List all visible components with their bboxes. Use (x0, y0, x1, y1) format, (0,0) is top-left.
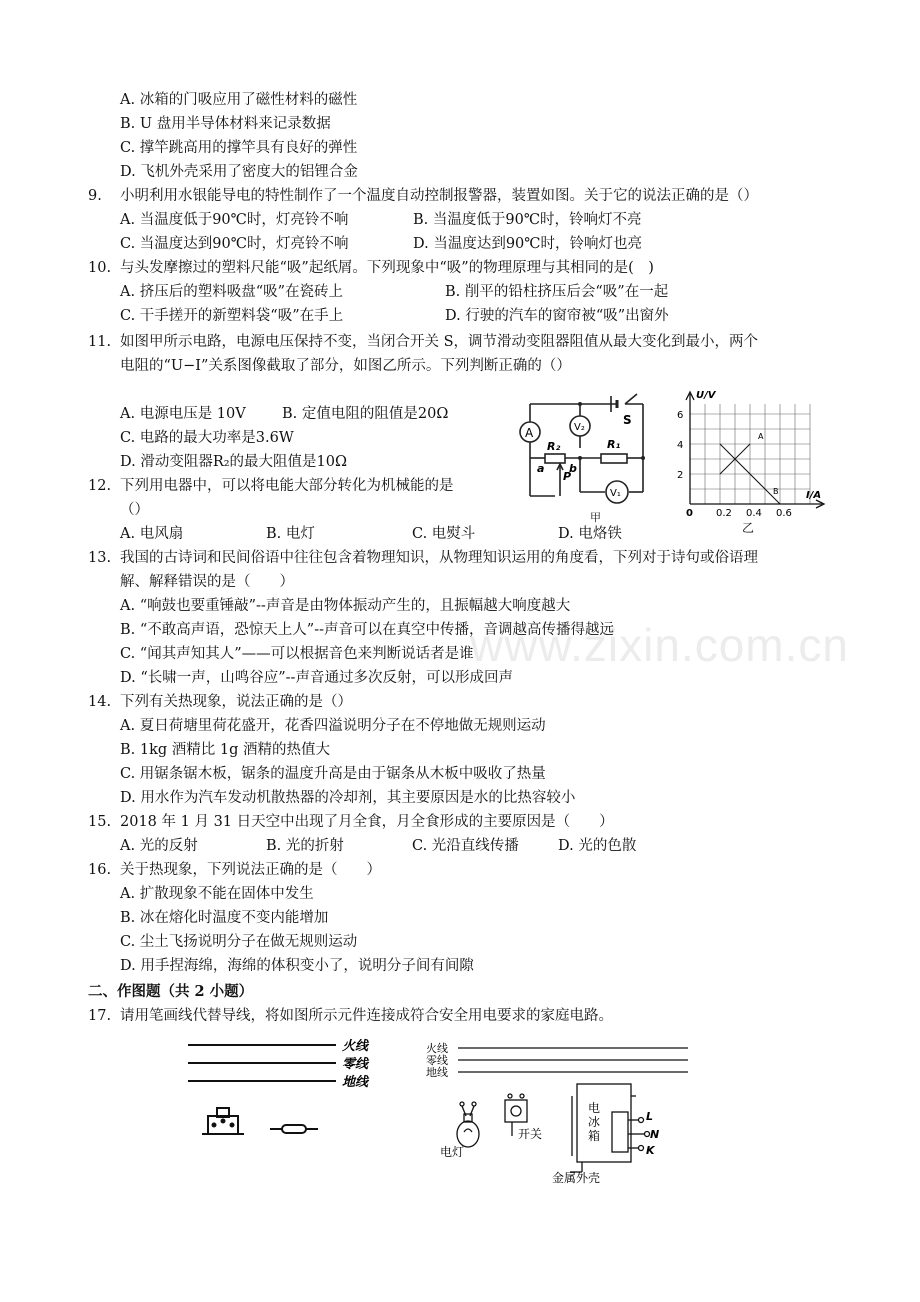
q8-option-c: C. 撑竿跳高用的撑竿具有良好的弹性 (120, 140, 358, 156)
voltmeter-v1-label: V₁ (610, 488, 621, 499)
q11-option-b: B. 定值电阻的阻值是20Ω (282, 406, 449, 422)
q12-option-a: A. 电风扇 (120, 526, 184, 542)
q11-stem-line2: 电阻的“U−I”关系图像截取了部分，如图乙所示。下列判断正确的（） (120, 358, 571, 374)
q15-number: 15. (88, 814, 112, 830)
q14-option-a: A. 夏日荷塘里荷花盛开，花香四溢说明分子在不停地做无规则运动 (120, 718, 546, 734)
y-tick-6: 6 (677, 410, 684, 421)
x-tick-0-4: 0.4 (746, 508, 762, 516)
q17-stem: 请用笔画线代替导线，将如图所示元件连接成符合安全用电要求的家庭电路。 (120, 1008, 613, 1024)
r2-label: R₂ (547, 440, 561, 453)
point-a-label: A (758, 432, 764, 441)
q13-number: 13. (88, 550, 112, 566)
q10-option-a: A. 挤压后的塑料吸盘“吸”在瓷砖上 (120, 284, 344, 300)
q16-number: 16. (88, 862, 112, 878)
q13-stem-line1: 我国的古诗词和民间俗语中往往包含着物理知识，从物理知识运用的角度看，下列对于诗句或俗语理 (120, 550, 758, 566)
q13-stem-line2: 解、解释错误的是（ ） (120, 574, 294, 590)
q9-option-c: C. 当温度达到90℃时，灯亮铃不响 (120, 236, 349, 252)
neutral-wire-label-left: 零线 (342, 1057, 369, 1072)
q9-option-b: B. 当温度低于90℃时，铃响灯不亮 (413, 212, 642, 228)
three-pin-socket-icon (202, 1108, 244, 1134)
switch-s-label: S (623, 413, 632, 427)
q8-option-a: A. 冰箱的门吸应用了磁性材料的磁性 (120, 92, 358, 108)
q16-option-d: D. 用手捏海绵，海绵的体积变小了，说明分子间有间隙 (120, 958, 474, 974)
wiring-figure-left (186, 1036, 396, 1146)
q12-option-b: B. 电灯 (266, 526, 315, 542)
q12-number: 12. (88, 478, 112, 494)
x-tick-0: 0 (686, 508, 693, 516)
q13-option-c: C. “闻其声知其人”——可以根据音色来判断说话者是谁 (120, 646, 474, 662)
q9-option-d: D. 当温度达到90℃时，铃响灯也亮 (413, 236, 642, 252)
r1-label: R₁ (607, 438, 621, 451)
terminal-b-label: b (569, 462, 577, 475)
q13-option-d: D. “长啸一声，山鸣谷应”--声音通过多次反射，可以形成回声 (120, 670, 513, 686)
q8-option-d: D. 飞机外壳采用了密度大的铝锂合金 (120, 164, 358, 180)
q13-option-a: A. “响鼓也要重锤敲”--声音是由物体振动产生的，且振幅越大响度越大 (120, 598, 571, 614)
y-tick-2: 2 (677, 470, 684, 481)
refrigerator-icon (570, 1084, 650, 1172)
q12-option-d: D. 电烙铁 (558, 526, 622, 542)
svg-text:电冰箱: 电冰箱 (588, 1101, 601, 1143)
figure-yi-label: 乙 (742, 521, 755, 535)
q16-option-c: C. 尘土飞扬说明分子在做无规则运动 (120, 934, 358, 950)
slider-p-label: P (563, 470, 572, 483)
q10-number: 10. (88, 260, 112, 276)
metal-shell-label: 金属外壳 (552, 1171, 601, 1185)
q11-number: 11. (88, 334, 112, 350)
watermark: www.zixin.com.cn (470, 619, 849, 671)
earth-wire-label-left: 地线 (342, 1075, 369, 1090)
q10-option-c: C. 干手搓开的新塑料袋“吸”在手上 (120, 308, 344, 324)
earth-wire-label-right: 地线 (426, 1066, 448, 1079)
ui-graph-yi (672, 386, 832, 516)
y-axis-label: U/V (696, 390, 716, 401)
q15-option-d: D. 光的色散 (558, 838, 637, 854)
lamp-label: 电灯 (440, 1145, 465, 1159)
ammeter-label: A (525, 426, 534, 440)
terminal-n-label: N (650, 1128, 660, 1141)
live-wire-label-left: 火线 (342, 1039, 369, 1054)
q9-number: 9. (88, 188, 102, 204)
q14-number: 14. (88, 694, 112, 710)
x-tick-0-6: 0.6 (776, 508, 792, 516)
q14-option-c: C. 用锯条锯木板，锯条的温度升高是由于锯条从木板中吸收了热量 (120, 766, 546, 782)
live-wire-label-right: 火线 (426, 1042, 448, 1055)
q15-option-c: C. 光沿直线传播 (412, 838, 519, 854)
neutral-wire-label-right: 零线 (426, 1054, 448, 1067)
q15-option-a: A. 光的反射 (120, 838, 198, 854)
terminal-a-label: a (537, 462, 545, 475)
q9-stem: 小明利用水银能导电的特性制作了一个温度自动控制报警器，装置如图。关于它的说法正确的是（） (120, 188, 758, 204)
q12-paren: （） (120, 502, 149, 518)
x-axis-label: I/A (806, 490, 822, 501)
q11-option-c: C. 电路的最大功率是3.6W (120, 430, 294, 446)
y-tick-4: 4 (677, 440, 684, 451)
q11-stem-line1: 如图甲所示电路，电源电压保持不变，当闭合开关 S，调节滑动变阻器阻值从最大变化到最小，两个 (120, 334, 759, 350)
wiring-figure-right (420, 1036, 700, 1186)
q14-option-b: B. 1kg 酒精比 1g 酒精的热值大 (120, 742, 331, 758)
q15-stem: 2018 年 1 月 31 日天空中出现了月全食，月全食形成的主要原因是（ ） (120, 814, 614, 830)
q16-option-a: A. 扩散现象不能在固体中发生 (120, 886, 314, 902)
q14-option-d: D. 用水作为汽车发动机散热器的冷却剂，其主要原因是水的比热容较小 (120, 790, 576, 806)
figure-jia-label: 甲 (590, 511, 601, 524)
q8-option-b: B. U 盘用半导体材料来记录数据 (120, 116, 331, 132)
q11-option-d: D. 滑动变阻器R₂的最大阻值是10Ω (120, 454, 348, 470)
fridge-label (588, 1100, 600, 1143)
q12-option-c: C. 电熨斗 (412, 526, 476, 542)
q17-number: 17. (88, 1008, 112, 1024)
switch-label: 开关 (518, 1127, 543, 1141)
section-2-heading: 二、作图题（共 2 小题） (88, 983, 254, 1000)
x-tick-0-2: 0.2 (716, 508, 732, 516)
terminal-l-label: L (646, 1110, 654, 1123)
fuse-icon (270, 1125, 318, 1133)
terminal-k-label: K (646, 1144, 655, 1157)
q13-option-b: B. “不敢高声语，恐惊天上人”--声音可以在真空中传播，音调越高传播得越远 (120, 622, 614, 638)
lamp-icon (457, 1102, 479, 1147)
q15-option-b: B. 光的折射 (266, 838, 344, 854)
q16-stem: 关于热现象，下列说法正确的是（ ） (120, 862, 381, 878)
q9-option-a: A. 当温度低于90℃时，灯亮铃不响 (120, 212, 349, 228)
q16-option-b: B. 冰在熔化时温度不变内能增加 (120, 910, 329, 926)
q11-option-a: A. 电源电压是 10V (120, 406, 246, 422)
q10-option-b: B. 削平的铅柱挤压后会“吸”在一起 (445, 284, 669, 300)
q10-option-d: D. 行驶的汽车的窗帘被“吸”出窗外 (445, 308, 669, 324)
q14-stem: 下列有关热现象，说法正确的是（） (120, 694, 352, 710)
q12-stem: 下列用电器中，可以将电能大部分转化为机械能的是 (120, 478, 454, 494)
voltmeter-v2-label: V₂ (574, 422, 585, 433)
q10-stem: 与头发摩擦过的塑料尺能“吸”起纸屑。下列现象中“吸”的物理原理与其相同的是( ) (120, 260, 654, 276)
point-b-label: B (773, 487, 779, 496)
circuit-diagram-jia (505, 388, 655, 528)
